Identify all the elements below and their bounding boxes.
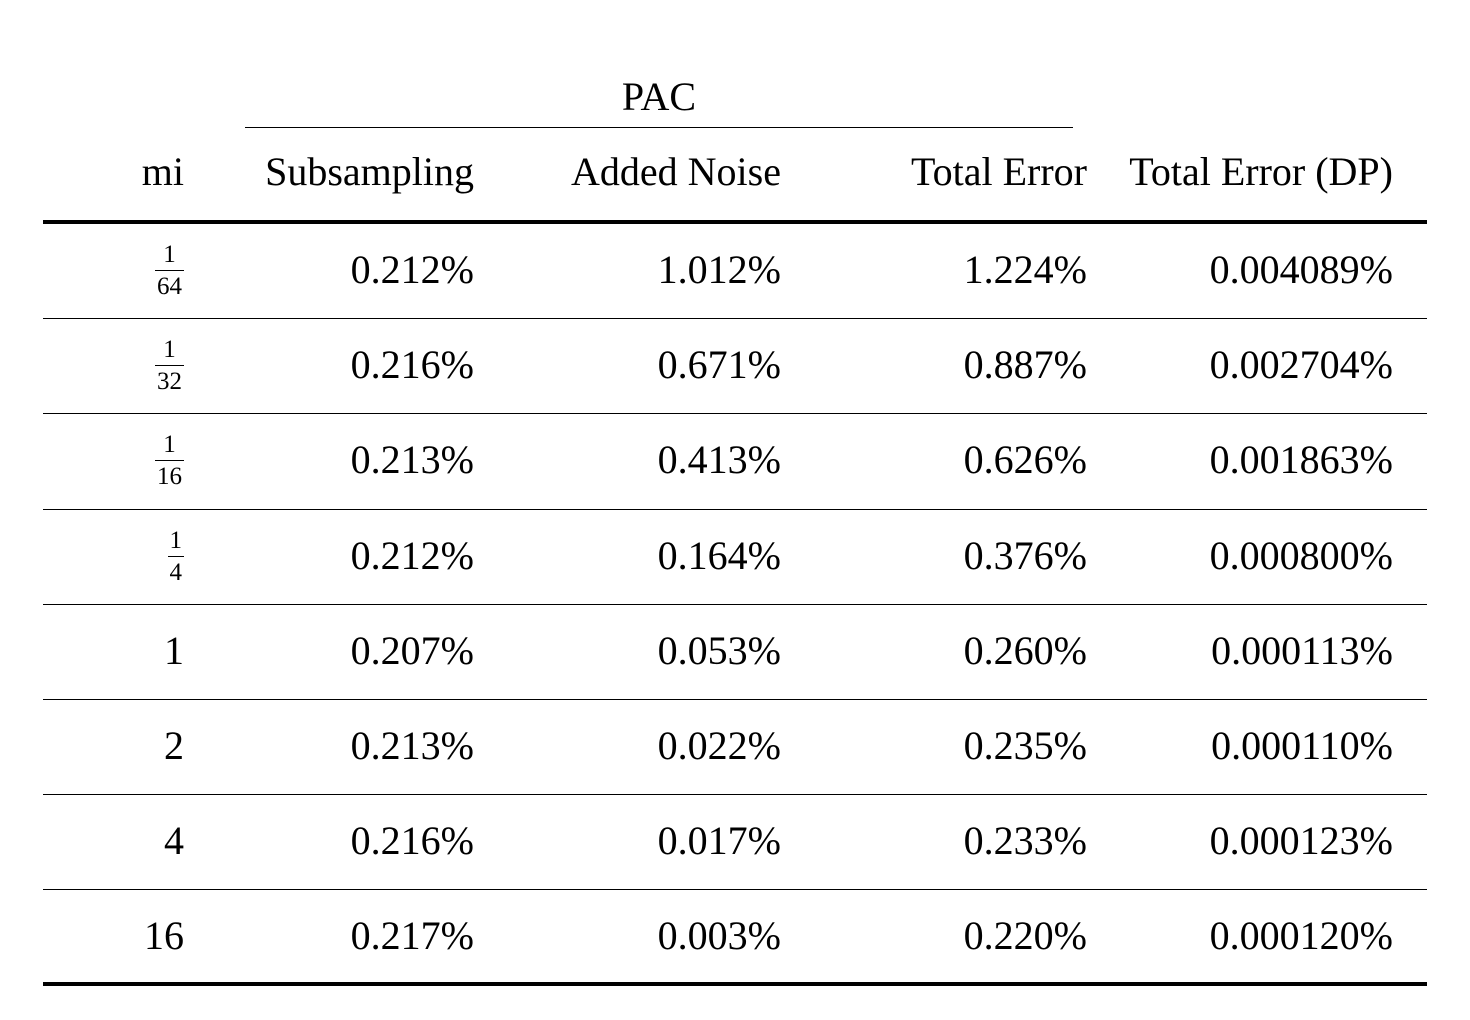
mi-cell: 16 [144,913,184,959]
total-error-cell: 0.626% [963,437,1087,483]
fraction-denominator: 4 [168,556,185,585]
total-error-dp-cell: 0.000123% [1209,818,1393,864]
subsampling-cell: 0.212% [350,532,474,578]
total-error-dp-cell: 0.001863% [1209,437,1393,483]
group-header-pac: PAC [621,74,697,119]
table-row [0,890,1470,985]
subsampling-cell: 0.213% [350,723,474,768]
column-header-total-error: Total Error [910,149,1087,194]
total-error-dp-cell: 0.000120% [1209,913,1393,959]
subsampling-cell: 0.216% [350,342,474,388]
table-row [0,605,1470,700]
total-error-cell: 1.224% [963,247,1087,292]
table-row [0,319,1470,414]
total-error-dp-cell: 0.002704% [1209,342,1393,388]
column-header-added-noise: Added Noise [571,149,781,194]
mi-cell: 4 [164,818,184,864]
table-row [0,414,1470,509]
fraction-denominator: 64 [155,270,184,299]
subsampling-cell: 0.213% [350,437,474,483]
total-error-cell: 0.233% [963,818,1087,864]
mi-fraction-cell [155,337,184,394]
added-noise-cell: 0.022% [657,723,781,768]
table-row [0,795,1470,890]
fraction-numerator: 1 [163,336,176,364]
mi-fraction-cell [155,432,184,489]
column-header-mi: mi [141,149,184,194]
added-noise-cell: 0.003% [657,913,781,959]
mi-cell: 1 [164,627,184,673]
total-error-dp-cell: 0.000110% [1211,723,1393,768]
mi-fraction-cell [155,242,184,299]
mi-cell: 2 [164,723,184,768]
subsampling-cell: 0.217% [350,913,474,959]
total-error-cell: 0.376% [963,532,1087,578]
added-noise-cell: 1.012% [657,247,781,292]
group-header-rule [245,127,1073,128]
fraction-denominator: 32 [155,365,184,394]
fraction-numerator: 1 [169,526,182,554]
column-header-subsampling: Subsampling [265,149,474,194]
table-row [0,224,1470,319]
total-error-dp-cell: 0.004089% [1209,247,1393,292]
column-header-total-error-dp: Total Error (DP) [1129,149,1393,194]
added-noise-cell: 0.053% [657,627,781,673]
added-noise-cell: 0.413% [657,437,781,483]
added-noise-cell: 0.671% [657,342,781,388]
total-error-cell: 0.260% [963,627,1087,673]
subsampling-cell: 0.212% [350,247,474,292]
subsampling-cell: 0.207% [350,627,474,673]
fraction-denominator: 16 [155,460,184,489]
mi-fraction-cell [168,528,185,585]
bottom-rule [43,982,1427,986]
column-header-row [0,148,1470,198]
total-error-dp-cell: 0.000113% [1211,627,1393,673]
total-error-cell: 0.235% [963,723,1087,768]
fraction-numerator: 1 [163,241,176,268]
fraction-numerator: 1 [163,431,176,459]
total-error-cell: 0.887% [963,342,1087,388]
subsampling-cell: 0.216% [350,818,474,864]
added-noise-cell: 0.017% [657,818,781,864]
table-row [0,700,1470,795]
total-error-dp-cell: 0.000800% [1209,532,1393,578]
total-error-cell: 0.220% [963,913,1087,959]
table-row [0,510,1470,605]
added-noise-cell: 0.164% [657,532,781,578]
